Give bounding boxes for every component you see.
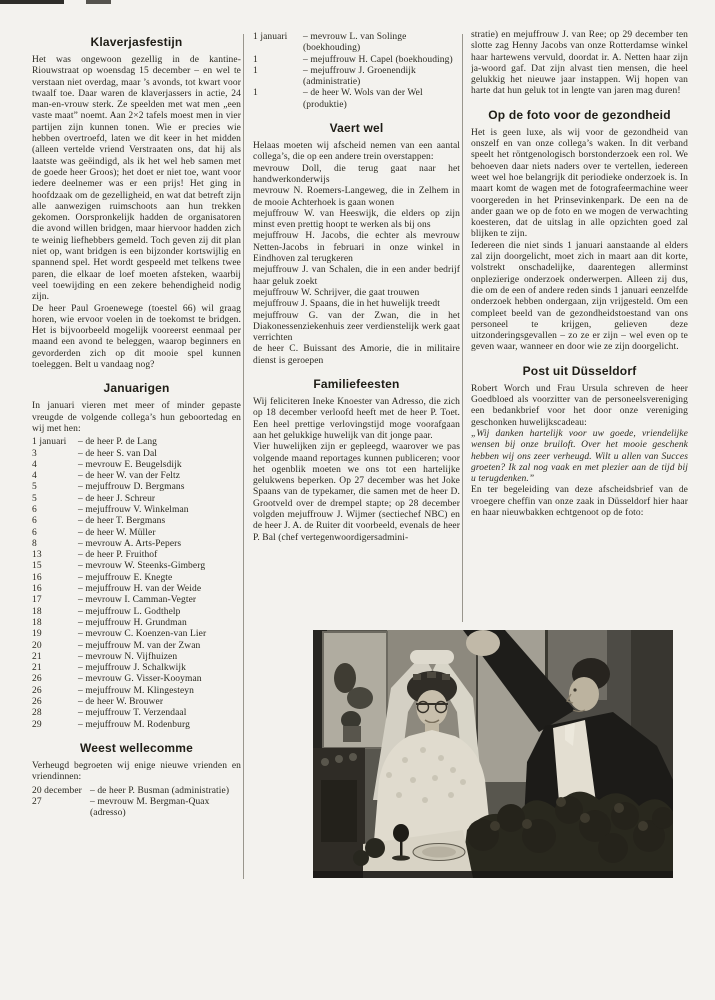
list-item-date: 6 — [32, 527, 37, 538]
list-item — [32, 573, 241, 584]
column-left — [32, 30, 241, 819]
paragraph: Helaas moeten wij afscheid nemen van een aantal collega’s, die op een andere trein overstappen: — [253, 141, 460, 163]
list-item-name: – mejuffrouw E. Knegte — [78, 572, 173, 583]
list-item — [32, 618, 241, 629]
list-item-name: – mejuffrouw J. Groenendijk (administratie) — [303, 65, 416, 88]
list-item — [32, 786, 241, 797]
list-item-name: – mejuffrouw J. Schalkwijk — [78, 663, 186, 674]
list-item-name: – de heer W. Müller — [78, 527, 156, 538]
list-item-date: 16 — [32, 584, 42, 595]
list-item — [32, 663, 241, 674]
paragraph: Vier huwelijken zijn er gepleegd, waarover we pas volgende maand reportages kunnen publiceren; voor het ogenblik moeten we ons tot een hartelijke gelukwens beperken. Op 27 december was het Joke Spaans van de typekamer, die samen met de heer D. Grootveld over de drempel stapte; op 28 december volgden mejuffrouw J. Wijmer (sectiechef NBC) en de heer J. A. de Ruiter dit voorbeeld, evenals de heer P. Bal (chef vertegenwoordigersadmini- — [253, 442, 460, 543]
paragraph: Het was ongewoon gezellig in de kantine-Riouwstraat op woensdag 15 december – en wel te verstaan niet overdag, maar ’s avonds, tot kwart voor twaalf toe. Daar waren de klaverjassers in actie, 24 man-en-vrouw sterk. Ze speelden met wat men „een vaste maat” noemt. Aan 2×2 tafels moest men in vier partijen zijn kunnen tonen. Wie er precies wie hebben overtroefd, laten we dit keer in het midden (alleen vertelde vriend Verstraaten ons, dat hij als laatste was geëindigd, als ik het wel heb samen met de goede heer Groos); het doet er niet toe, want voor iedere deelnemer was er een prijs! Het ging in hoofdzaak om de gezelligheid, en wat dat betreft zijn alle aanwezigen ruimschoots aan hun trekken gekomen. Oorspronkelijk hadden de organisatoren die avond willen bridgen, maar hiervoor hadden zich te weinig liefhebbers gemeld. Toch geven zij dit plan niet op, want bridgen is een bijzonder kortswijlig en spannend spel. Het wordt gespeeld met telkens twee paren, die elkaar de loef moeten afsteken, waarbij veel toewijding en een zekere behendigheid nodig zijn. — [32, 55, 241, 303]
list-item-date: 21 — [32, 651, 42, 662]
list-item-name: – mejuffrouw T. Verzendaal — [78, 708, 187, 719]
list-item — [32, 516, 241, 527]
list-item — [32, 584, 241, 595]
list-item-name: – mejuffrouw M. Klingesteyn — [78, 685, 194, 696]
list-item-name: – de heer W. van der Feltz — [78, 471, 181, 482]
list-item — [32, 607, 241, 618]
list-item — [32, 539, 241, 550]
list-item — [32, 471, 241, 482]
list-item-name: – mevrouw A. Arts-Pepers — [78, 538, 182, 549]
list-item-date: 26 — [32, 674, 42, 685]
list-item-date: 5 — [32, 493, 37, 504]
paragraph: Robert Worch und Frau Ursula schreven de heer Goedbloed als voorzitter van de personeelsvereniging een bedankbrief voor het door onze vereniging geschonken huwelijkscadeau: — [471, 383, 688, 428]
list-item — [32, 697, 241, 708]
list-item-date: 16 — [32, 572, 42, 583]
list-item — [32, 437, 241, 448]
date-list — [253, 32, 460, 111]
list-item-name: – de heer J. Schreur — [78, 493, 156, 504]
list-item — [32, 460, 241, 471]
list-item-name: – mevrouw I. Camman-Vegter — [78, 595, 197, 606]
section-heading: Op de foto voor de gezondheid — [488, 107, 671, 122]
paragraph: mejuffrouw J. van Schalen, die in een ander bedrijf haar geluk zoekt — [253, 265, 460, 287]
list-item — [253, 66, 460, 89]
section-heading: Familiefeesten — [313, 377, 400, 392]
wedding-photo — [313, 630, 673, 878]
column-right — [471, 30, 688, 626]
list-item-date: 6 — [32, 516, 37, 527]
list-item-name: – mejuffrouw H. Capel (boekhouding) — [303, 54, 453, 65]
list-item-name: – de heer S. van Dal — [78, 448, 158, 459]
date-list — [32, 786, 241, 820]
scan-artifact-strip — [86, 0, 111, 4]
list-item-name: – mejuffrouw L. Godthelp — [78, 606, 181, 617]
paragraph: de heer C. Buissant des Amorie, die in militaire dienst is geroepen — [253, 344, 460, 366]
list-item — [32, 482, 241, 493]
list-item-name: – mejuffrouw H. Grundman — [78, 617, 187, 628]
wedding-photo-illustration — [313, 630, 673, 878]
list-item-date: 20 — [32, 640, 42, 651]
list-item-name: – de heer P. de Lang — [78, 437, 158, 448]
list-item-date: 17 — [32, 595, 42, 606]
list-item-date: 1 — [253, 65, 258, 76]
list-item-name: – mevrouw N. Vijfhuizen — [78, 651, 178, 662]
paragraph: mejuffrouw G. van der Zwan, die in het Diakonessenziekenhuis zeer verdienstelijk werk gaat verrichten — [253, 310, 460, 344]
list-item-name: – mejuffrouw M. van der Zwan — [78, 640, 201, 651]
list-item — [32, 449, 241, 460]
list-item-date: 27 — [32, 796, 42, 807]
scan-artifact-strip — [0, 0, 64, 4]
paragraph: En ter begeleiding van deze afscheidsbrief van de vroegere cheffin van onze zaak in Düsseldorf hier haar en haar nieuwbakken echtgenoot op de foto: — [471, 485, 688, 518]
list-item — [32, 686, 241, 697]
list-item-date: 26 — [32, 697, 42, 708]
list-item-name: – de heer T. Bergmans — [78, 516, 166, 527]
paragraph: mejuffrouw J. Spaans, die in het huwelijk treedt — [253, 299, 440, 310]
paragraph: Wij feliciteren Ineke Knoester van Adresso, die zich op 18 december verloofd heeft met de heer P. Toet. Een heel prettige verlovingstijd moge voorafgaan aan het gelukkige huwelijk van dit jonge paar. — [253, 397, 460, 441]
date-list — [32, 437, 241, 731]
paragraph: Iedereen die niet sinds 1 januari aanstaande al elders zal zijn doorgelicht, moet zich in maart aan dit korte, volstrekt onschadelijke, daarentegen allerminst onplezierige onderzoek onderwerpen. Alleen zij dus, die om de een of andere reden sinds 1 januari eenzelfde onderzoek hebben ondergaan, zijn vrijgesteld. Om een compleet beeld van de gezondheidstoestand van ons personeel te krijgen, gelieven deze uitzonderingsgevallen – zo ze er zijn – wel even op te geven waar, wanneer en door wie ze zijn doorgelicht. — [471, 240, 688, 353]
list-item-date: 28 — [32, 708, 42, 719]
list-item-date: 1 januari — [253, 32, 288, 42]
paragraph: mejuffrouw W. Schrijver, die gaat trouwen — [253, 287, 420, 298]
paragraph: Het is geen luxe, als wij voor de gezondheid van onszelf en van onze collega’s waken. In dit verband speelt het röntgenologisch borstonderzoek een rol. We behoeven daar niets naders over te vertellen, iedereen weet wel hoe belangrijk dit periodieke onderzoek is. In maart komt de wagen met de fotografeermachine weer voorgereden in het Prinsevinkenpark. De een na de ander gaan we op de foto en we mogen de verwachting koesteren, dat de uitslag in alle opzichten goed zal blijken te zijn. — [471, 127, 688, 240]
list-item-name: – de heer W. Wols van der Wel (produktie) — [303, 88, 423, 110]
list-item-date: 18 — [32, 617, 42, 628]
list-item-name: – mevrouw G. Visser-Kooyman — [78, 674, 202, 685]
list-item-date: 15 — [32, 561, 42, 572]
list-item-date: 3 — [32, 448, 37, 459]
list-item-name: – de heer W. Brouwer — [78, 697, 164, 708]
list-item-name: – mevrouw C. Koenzen-van Lier — [78, 629, 207, 640]
column-divider — [462, 34, 463, 622]
paragraph: De heer Paul Groenewege (toestel 66) wil graag horen, wie ervoor voelen in de toekomst te bridgen. Het is bijvoorbeeld mogelijk vooreerst eenmaal per maand een avond te beleggen, waarop beginners en gevorderden zich op dit mooie spel kunnen toeleggen. Belt u vandaag nog? — [32, 303, 241, 371]
list-item-date: 20 december — [32, 785, 82, 796]
list-item-date: 4 — [32, 459, 37, 470]
paragraph: In januari vieren met meer of minder gepaste vreugde de volgende collega’s hun geboortedag en wij met hen: — [32, 401, 241, 434]
list-item-date: 19 — [32, 629, 42, 640]
list-item-date: 1 — [253, 88, 258, 99]
list-item-name: – mejuffrouw V. Winkelman — [78, 504, 189, 515]
section-heading: Weest wellecomme — [79, 740, 194, 755]
list-item-date: 4 — [32, 471, 37, 482]
paragraph: stratie) en mejuffrouw J. van Ree; op 29 december ten slotte zag Henny Jacobs van onze Rotterdamse winkel haar hartewens vervuld, doordat ir. A. Netten haar zijn ja-woord gaf. Dat zijn alvast tien mensen, die heel gelukkig het nieuwe jaar instappen. Wij hopen van harte dat hun geluk tot in lengte van jaren mag duren! — [471, 30, 688, 97]
list-item-date: 26 — [32, 685, 42, 696]
list-item — [253, 55, 460, 66]
list-item-name: – mejuffrouw D. Bergmans — [78, 482, 185, 493]
section-heading: Post uit Düsseldorf — [522, 363, 637, 378]
list-item-name: – de heer P. Busman (administratie) — [90, 785, 230, 796]
list-item — [32, 595, 241, 606]
list-item-name: – mevrouw E. Beugelsdijk — [78, 459, 182, 470]
list-item — [32, 528, 241, 539]
column-middle — [253, 30, 460, 626]
list-item-name: – mevrouw M. Bergman-Quax (adresso) — [90, 796, 210, 819]
list-item-name: – mevrouw L. van Solinge (boekhouding) — [303, 32, 407, 54]
list-item-date: 21 — [32, 663, 42, 674]
paragraph: mevrouw N. Roemers-Langeweg, die in Zelhem in de mooie Achterhoek is gaan wonen — [253, 186, 460, 208]
paragraph: Verheugd begroeten wij enige nieuwe vrienden en vriendinnen: — [32, 760, 241, 783]
list-item — [253, 88, 460, 111]
list-item — [32, 708, 241, 719]
list-item — [32, 720, 241, 731]
list-item-date: 8 — [32, 538, 37, 549]
list-item-name: – de heer P. Fruithof — [78, 550, 158, 561]
list-item — [32, 629, 241, 640]
section-heading: Januarigen — [103, 381, 170, 396]
list-item — [32, 494, 241, 505]
column-divider — [243, 34, 244, 879]
paragraph: mejuffrouw H. Jacobs, die echter als mevrouw Netten-Jacobs in februari in onze winkel in Eindhoven zal terugkeren — [253, 231, 460, 265]
list-item-date: 1 januari — [32, 437, 67, 448]
list-item-date: 6 — [32, 504, 37, 515]
list-item — [32, 641, 241, 652]
paragraph: mejuffrouw W. van Heeswijk, die elders op zijn minst even prettig hoopt te werken als bij ons — [253, 208, 460, 231]
list-item — [32, 550, 241, 561]
list-item-name: – mejuffrouw H. van der Weide — [78, 584, 202, 595]
list-item — [32, 797, 241, 820]
section-heading: Klaverjasfestijn — [90, 35, 183, 49]
section-heading: Vaert wel — [329, 121, 384, 136]
list-item — [32, 674, 241, 685]
list-item-name: – mevrouw W. Steenks-Gimberg — [78, 561, 206, 572]
list-item-date: 29 — [32, 719, 42, 730]
paragraph: mevrouw Doll, die terug gaat naar het handwerkonderwijs — [253, 163, 460, 185]
list-item-name: – mejuffrouw M. Rodenburg — [78, 719, 190, 730]
list-item-date: 5 — [32, 482, 37, 493]
paragraph: „Wij danken hartelijk voor uw goede, vriendelijke wensen bij onze bruiloft. Over het mooie geschenk hebben wij ons zeer verheugd. Wilt u allen van Succes groeten? Ik zal nog vaak en met plezier aan de tijd bij u terugdenken.” — [471, 428, 688, 485]
list-item-date: 18 — [32, 606, 42, 617]
list-item — [32, 561, 241, 572]
list-item — [32, 652, 241, 663]
list-item-date: 1 — [253, 54, 258, 65]
list-item — [32, 505, 241, 516]
list-item — [253, 32, 460, 55]
list-item-date: 13 — [32, 550, 42, 561]
